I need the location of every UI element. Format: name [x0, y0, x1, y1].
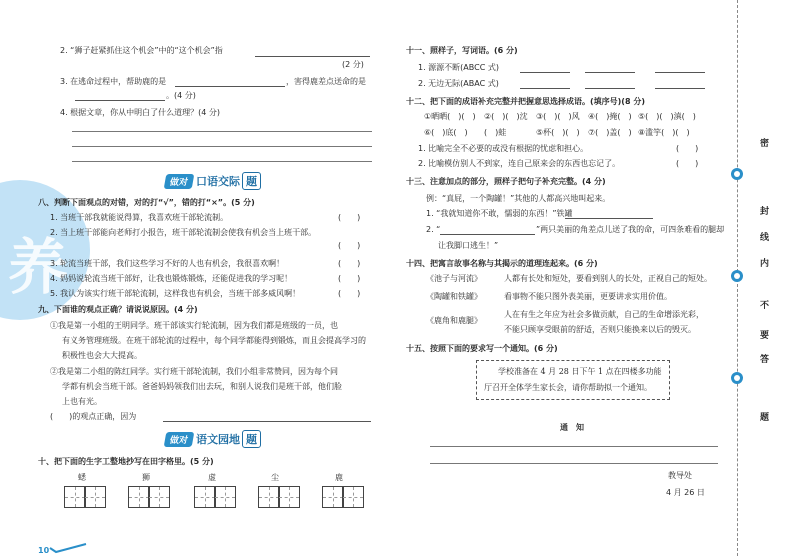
grid-cell[interactable] — [128, 486, 150, 508]
q4-write-line-1[interactable] — [72, 131, 372, 132]
q3-answer-line-2[interactable] — [75, 100, 165, 101]
s8-item-2: 2. 当上班干部能向老师打小报告，班干部轮流制会使我有机会当上班干部。 — [50, 228, 317, 237]
s11-1-line-a[interactable] — [520, 72, 570, 73]
page-number: 10 — [38, 546, 50, 555]
s11-1-line-b[interactable] — [585, 72, 635, 73]
s13-1-line[interactable] — [565, 218, 653, 219]
s8-item-4: 4. 妈妈说轮流当班干部好，让我也锻炼锻炼，还能促进我的学习呢！ — [50, 274, 293, 283]
s14-moral-2: 看事物不能只图外表美丽，更要讲求实用价值。 — [504, 292, 672, 301]
q3-answer-line-1[interactable] — [175, 86, 285, 87]
s11-title: 十一、照样子，写词语。(6 分) — [406, 46, 518, 55]
q3-text-a: 3. 在逃命过程中，帮助鹿的是 — [60, 77, 167, 86]
s9-p2-line-1: ②我是第二小组的陈红同学。实行班干部轮流制，我们小组非常赞同，因为每个同 — [50, 367, 338, 376]
s10-char-3: 虚 — [208, 473, 216, 482]
s8-paren-4[interactable]: ( ) — [338, 274, 361, 283]
notice-sign: 教导处 — [668, 471, 692, 480]
seal-char-4: 内 — [760, 259, 770, 269]
s8-paren-3[interactable]: ( ) — [338, 259, 361, 268]
s14-story-1: 《池子与河流》 — [426, 274, 482, 283]
s9-answer-prompt: ( )的观点正确，因为 — [50, 412, 137, 421]
seal-char-5: 不 — [760, 301, 770, 311]
notice-write-line-2[interactable] — [430, 463, 718, 464]
s14-title: 十四、把寓言故事名称与其揭示的道理连起来。(6 分) — [406, 259, 598, 268]
grid-cell[interactable] — [84, 486, 106, 508]
s8-paren-5[interactable]: ( ) — [338, 289, 361, 298]
s12-row2-item-3: ⑤杯( )( ) — [536, 128, 580, 137]
s12-row1-item-4: ④( )掩( ) — [588, 112, 632, 121]
seal-char-6: 要 — [760, 331, 770, 341]
s14-moral-1: 人都有长处和短处，要看到别人的长处，正视自己的短处。 — [504, 274, 712, 283]
seal-char-7: 答 — [760, 355, 770, 365]
grid-cell[interactable] — [64, 486, 86, 508]
notice-write-line-1[interactable] — [430, 446, 718, 447]
banner-tag: 做对 — [164, 174, 195, 189]
banner-suffix-2: 题 — [242, 430, 261, 448]
notice-prompt-line-1: 学校准备在 4 月 28 日下午 1 点在四楼多功能 — [498, 367, 662, 376]
s13-title: 十三、注意加点的部分，照样子把句子补充完整。(4 分) — [406, 177, 606, 186]
q2-answer-line[interactable] — [255, 56, 370, 57]
q4-text: 4. 根据文章，你从中明白了什么道理？(4 分) — [60, 108, 221, 117]
notice-date: 4 月 26 日 — [666, 488, 705, 497]
q2-text: 2. “狮子赶紧抓住这个机会”中的“这个机会”指 — [60, 46, 223, 55]
s13-item-2-prefix: 2. “ — [426, 225, 441, 234]
s9-p1-line-3: 积极性也会大大提高。 — [62, 351, 142, 360]
s13-item-1: 1. “我就知道你不敢，懦弱的东西！”铁罐 — [426, 209, 573, 218]
s12-paren-1[interactable]: ( ) — [676, 144, 699, 153]
s11-1-line-c[interactable] — [655, 72, 705, 73]
grid-cell[interactable] — [342, 486, 364, 508]
grid-cell[interactable] — [214, 486, 236, 508]
banner-suffix: 题 — [242, 172, 261, 190]
page-number-tick-icon — [48, 542, 88, 554]
s10-char-5: 鹿 — [335, 473, 343, 482]
q3-score: 。(4 分) — [166, 91, 196, 100]
s8-item-3: 3. 轮流当班干部，我们这些学习不好的人也有机会，我很喜欢啊！ — [50, 259, 285, 268]
seal-char-2: 封 — [760, 207, 770, 217]
q2-score: (2 分) — [342, 60, 364, 69]
q4-write-line-3[interactable] — [72, 161, 372, 162]
seal-char-3: 线 — [760, 233, 770, 243]
s9-p2-line-2: 学都有机会当班干部。爸爸妈妈领我们出去玩，和别人说我们是班干部，他们脸 — [62, 382, 342, 391]
s8-item-5: 5. 我认为该实行班干部轮流制，这样我也有机会，当班干部多威风啊！ — [50, 289, 301, 298]
s13-item-2-text: ”两只美丽的角差点儿送了我的命，可四条难看的腿却 — [536, 225, 725, 234]
grid-cell[interactable] — [322, 486, 344, 508]
s13-2-line[interactable] — [440, 234, 535, 235]
seal-char-8: 题 — [760, 413, 770, 423]
s9-title: 九、下面谁的观点正确？请说说原因。(4 分) — [38, 305, 198, 314]
s10-char-2: 狮 — [142, 473, 150, 482]
s12-row1-item-2: ②( )( )沈 — [484, 112, 528, 121]
s12-row1-item-3: ③( )( )风 — [536, 112, 580, 121]
banner-oral-communication — [165, 172, 261, 190]
s12-question-1: 1. 比喻完全不必要的或没有根据的忧虑和担心。 — [418, 144, 589, 153]
s15-title: 十五、按照下面的要求写一个通知。(6 分) — [406, 344, 558, 353]
s12-row2-item-4: ⑦( )盖( ) — [588, 128, 632, 137]
s12-question-2: 2. 比喻模仿别人不到家，连自己原来会的东西也忘记了。 — [418, 159, 621, 168]
s13-item-2-text-cont: 让我脚口逃生！” — [438, 241, 499, 250]
s12-row1-item-1: ①晒晒( )( ) — [424, 112, 476, 121]
s8-title: 八、判断下面观点的对错，对的打“√”，错的打“×”。(5 分) — [38, 198, 255, 207]
s13-example: 例：“真屁，一个陶罐！”其他的人都高兴地叫起来。 — [426, 194, 611, 203]
s11-2-line-b[interactable] — [585, 88, 635, 89]
seal-char-1: 密 — [760, 139, 770, 149]
s12-paren-2[interactable]: ( ) — [676, 159, 699, 168]
s12-row2-item-2: ( )蛙 — [484, 128, 507, 137]
s14-moral-3b: 不能只顾享受眼前的舒适，否则只能换来以后的毁灭。 — [504, 325, 696, 334]
s11-item-1: 1. 源源不断(ABCC 式) — [418, 63, 499, 72]
s12-row2-item-1: ⑥( )底( ) — [424, 128, 468, 137]
s14-moral-3a: 人在有生之年应为社会多做贡献，自己的生命增添光彩， — [504, 310, 704, 319]
s12-title: 十二、把下面的成语补充完整并把握意思选择成语。(填序号)(8 分) — [406, 97, 645, 106]
s12-row1-item-5: ⑤( )( )滇( ) — [638, 112, 696, 121]
q4-write-line-2[interactable] — [72, 146, 372, 147]
grid-cell[interactable] — [194, 486, 216, 508]
s10-title: 十、把下面的生字工整地抄写在田字格里。(5 分) — [38, 457, 214, 466]
s12-row2-item-5: ⑧滥竽( )( ) — [638, 128, 690, 137]
s10-char-4: 尘 — [271, 473, 279, 482]
s9-p2-line-3: 上也有光。 — [62, 397, 102, 406]
seal-dot-icon — [731, 168, 743, 180]
banner-title-2: 语文园地 — [196, 433, 241, 446]
grid-cell[interactable] — [258, 486, 280, 508]
s11-2-line-c[interactable] — [655, 88, 705, 89]
q3-text-b: ，害得鹿差点送命的是 — [286, 77, 366, 86]
s8-item-1: 1. 当班干部我就能说得算，我喜欢班干部轮流制。 — [50, 213, 229, 222]
s9-p1-line-1: ①我是第一小组的王明同学。班干部该实行轮流制，因为我们都是班级的一员，也 — [50, 321, 338, 330]
notice-title: 通 知 — [560, 423, 584, 432]
s8-paren-1[interactable]: ( ) — [338, 213, 361, 222]
s10-char-1: 蟋 — [78, 473, 86, 482]
s9-p1-line-2: 有义务管理班级。在班干部轮流的过程中，每个同学都能得到锻炼，而且会提高学习的 — [62, 336, 366, 345]
banner-title: 口语交际 — [196, 175, 241, 188]
banner-tag-2: 做对 — [164, 432, 195, 447]
grid-cell[interactable] — [278, 486, 300, 508]
seal-dot-icon — [731, 270, 743, 282]
s14-story-3: 《鹿角和鹿腿》 — [426, 316, 482, 325]
s11-2-line-a[interactable] — [520, 88, 570, 89]
notice-prompt-line-2: 厅召开全体学生家长会，请你帮助拟一个通知。 — [484, 383, 652, 392]
s11-item-2: 2. 无边无际(ABAC 式) — [418, 79, 499, 88]
banner-language-garden — [165, 430, 261, 448]
watermark-stamp-char: 养 — [8, 233, 68, 303]
seal-dot-icon — [731, 372, 743, 384]
grid-cell[interactable] — [148, 486, 170, 508]
s8-paren-2[interactable]: ( ) — [338, 241, 361, 250]
s9-answer-line[interactable] — [163, 421, 371, 422]
s14-story-2: 《陶罐和铁罐》 — [426, 292, 482, 301]
